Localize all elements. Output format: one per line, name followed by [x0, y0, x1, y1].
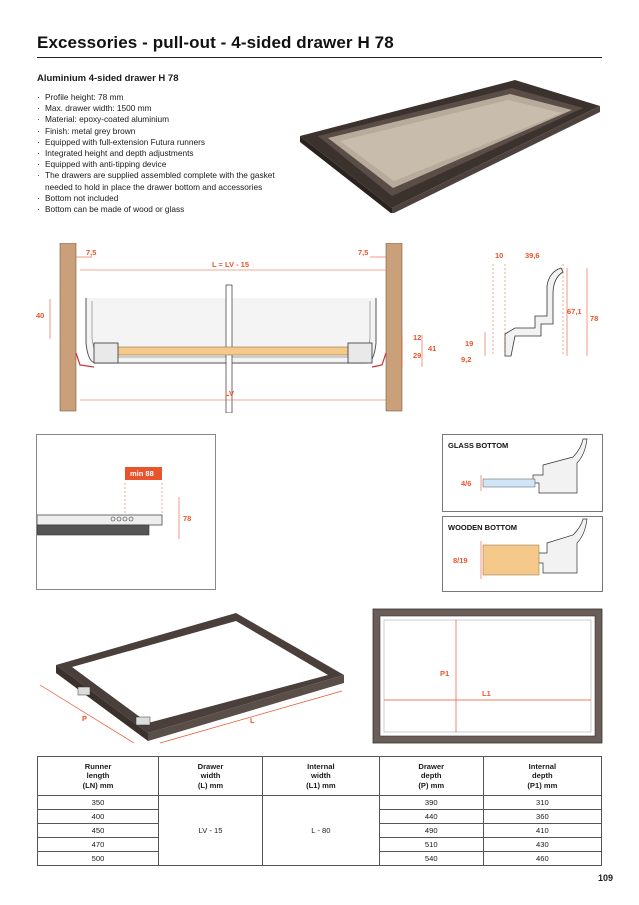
spec-item: · Equipped with full-extension Futura runners [37, 137, 292, 148]
page-number: 109 [597, 873, 613, 883]
cell: 450 [38, 824, 159, 838]
dim-10: 10 [495, 251, 504, 260]
cell: 390 [379, 796, 483, 810]
spec-item: · Bottom not included [37, 193, 292, 204]
dim-overall: LV [225, 389, 235, 398]
dim-12: 12 [413, 333, 422, 342]
dim-l: L [250, 716, 255, 725]
wooden-bottom-drawing [443, 517, 602, 591]
spec-item: · The drawers are supplied assembled complete with the gasket needed to hold in place the drawer bottom and accessories [37, 170, 292, 192]
plan-view-drawing [372, 608, 604, 744]
dim-41: 41 [428, 344, 436, 353]
cell: 510 [379, 838, 483, 852]
wood-thickness: 8/19 [453, 556, 468, 565]
dim-l1: L1 [482, 689, 491, 698]
glass-bottom-label: GLASS BOTTOM [448, 441, 509, 450]
side-view-panel [36, 434, 216, 590]
cell: 490 [379, 824, 483, 838]
page-title: Excessories - pull-out - 4-sided drawer H 78 [37, 33, 394, 52]
profile-drawing [455, 246, 605, 371]
cell-drawer-width: LV - 15 [159, 796, 263, 866]
dim-29: 29 [413, 351, 422, 360]
product-photo [300, 78, 605, 213]
min-label: min 88 [130, 469, 154, 478]
glass-bottom-drawing [443, 435, 602, 511]
cell: 540 [379, 852, 483, 866]
spec-item: · Integrated height and depth adjustments [37, 148, 292, 159]
cross-section-drawing [36, 243, 436, 413]
spec-item: · Profile height: 78 mm [37, 92, 292, 103]
dim-left-gap: 7,5 [86, 248, 97, 257]
product-subtitle: Aluminium 4-sided drawer H 78 [37, 73, 179, 84]
glass-thickness: 4/6 [461, 479, 472, 488]
dim-p: P [82, 714, 88, 723]
cell: 500 [38, 852, 159, 866]
cell: 360 [483, 810, 601, 824]
col-internal-depth: Internal depth (P1) mm [483, 757, 601, 796]
title-rule [37, 57, 602, 58]
dim-78: 78 [590, 314, 599, 323]
dim-78-side: 78 [183, 514, 192, 523]
spec-item: · Material: epoxy-coated aluminium [37, 114, 292, 125]
glass-bottom-panel [442, 434, 603, 512]
iso-frame-drawing [36, 605, 346, 747]
spec-item: · Finish: metal grey brown [37, 126, 292, 137]
cell: 430 [483, 838, 601, 852]
dim-right-gap: 7,5 [358, 248, 369, 257]
spec-item: · Equipped with anti-tipping device [37, 159, 292, 170]
col-internal-width: Internal width (L1) mm [262, 757, 379, 796]
dim-19: 19 [465, 339, 474, 348]
table-row [38, 796, 602, 810]
spec-item: · Max. drawer width: 1500 mm [37, 103, 292, 114]
col-runner-length: Runner length (LN) mm [38, 757, 159, 796]
col-drawer-depth: Drawer depth (P) mm [379, 757, 483, 796]
spec-table [37, 756, 602, 866]
dim-p1: P1 [440, 669, 450, 678]
cell: 440 [379, 810, 483, 824]
side-view-drawing [37, 435, 215, 589]
dim-67-1: 67,1 [567, 307, 582, 316]
wooden-bottom-label: WOODEN BOTTOM [448, 523, 518, 532]
cell: 310 [483, 796, 601, 810]
cell: 410 [483, 824, 601, 838]
dim-9-2: 9,2 [461, 355, 472, 364]
dim-height-left: 40 [36, 311, 45, 320]
cell: 470 [38, 838, 159, 852]
cell: 350 [38, 796, 159, 810]
spec-item: · Bottom can be made of wood or glass [37, 204, 292, 215]
cell: 400 [38, 810, 159, 824]
dim-39-6: 39,6 [525, 251, 540, 260]
wooden-bottom-panel [442, 516, 603, 592]
cell-internal-width: L - 80 [262, 796, 379, 866]
spec-list [37, 92, 292, 215]
col-drawer-width: Drawer width (L) mm [159, 757, 263, 796]
dim-inner-width: L = LV - 15 [212, 260, 250, 269]
cell: 460 [483, 852, 601, 866]
